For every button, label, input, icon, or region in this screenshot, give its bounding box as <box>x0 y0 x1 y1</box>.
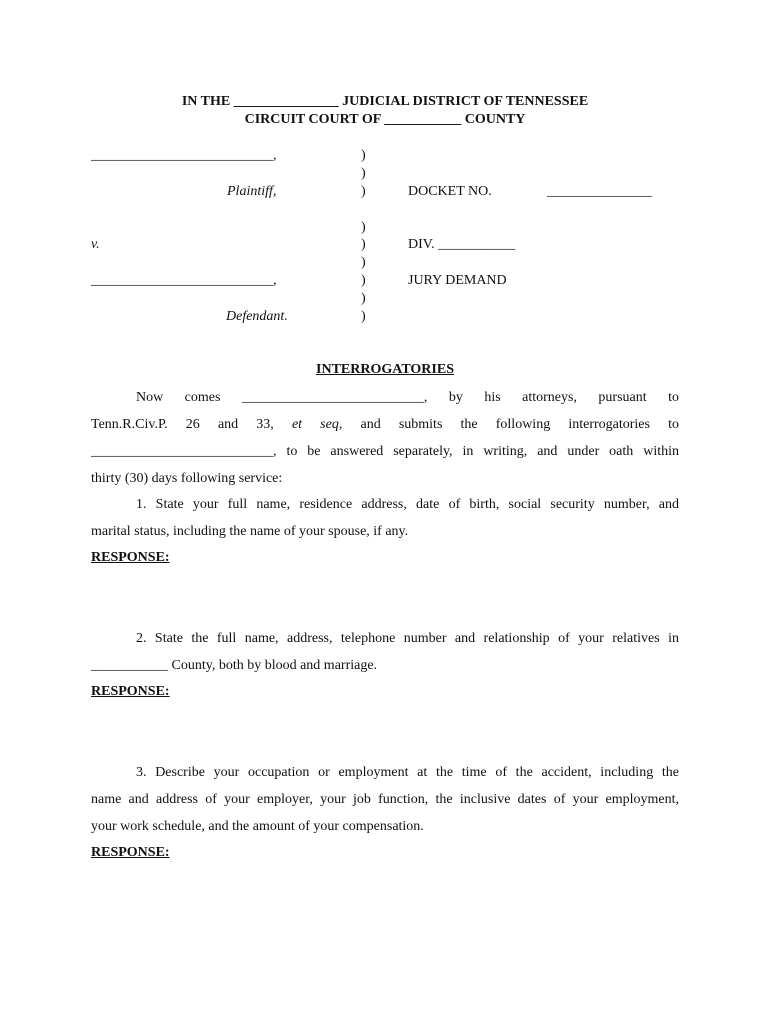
interrogatory-3-line-1: 3. Describe your occupation or employment at the time of the accident, including the <box>136 765 679 780</box>
response-1-label: RESPONSE: <box>91 550 170 565</box>
intro-paragraph <box>91 384 679 492</box>
caption-paren: ) <box>361 237 366 252</box>
caption-paren: ) <box>361 291 366 306</box>
court-heading-line-2: CIRCUIT COURT OF ___________ COUNTY <box>244 112 526 127</box>
intro-line-3: __________________________, to be answered separately, in writing, and under oath within <box>91 444 679 459</box>
interrogatory-1-line-2: marital status, including the name of your spouse, if any. <box>91 524 409 539</box>
caption-paren: ) <box>361 273 366 288</box>
intro-rule-cite: Tenn.R.Civ.P. 26 and 33, <box>91 417 292 432</box>
defendant-name-blank: __________________________, <box>91 273 277 288</box>
caption-paren: ) <box>361 166 366 181</box>
intro-line-2-rest: , and submits the following interrogatories to <box>338 417 679 432</box>
interrogatory-3-line-3: your work schedule, and the amount of your compensation. <box>91 819 424 834</box>
interrogatory-2 <box>91 625 679 679</box>
versus-label: v. <box>91 237 100 252</box>
interrogatory-1 <box>91 491 679 545</box>
interrogatory-3 <box>91 759 679 840</box>
caption-paren: ) <box>361 255 366 270</box>
docket-number-label: DOCKET NO. <box>408 184 492 199</box>
interrogatory-2-line-1: 2. State the full name, address, telephone number and relationship of your relatives in <box>136 631 679 646</box>
caption-paren: ) <box>361 184 366 199</box>
division-field: DIV. ___________ <box>408 237 516 252</box>
plaintiff-label: Plaintiff, <box>227 184 277 199</box>
plaintiff-name-blank: __________________________, <box>91 148 277 163</box>
docket-number-blank: _______________ <box>547 184 652 199</box>
defendant-label: Defendant. <box>226 309 288 324</box>
court-heading-line-1: IN THE _______________ JUDICIAL DISTRICT OF TENNESSEE <box>181 94 589 109</box>
caption-paren: ) <box>361 148 366 163</box>
document-title: INTERROGATORIES <box>316 362 454 377</box>
response-3-label: RESPONSE: <box>91 845 170 860</box>
intro-line-4: thirty (30) days following service: <box>91 471 283 486</box>
caption-paren: ) <box>361 309 366 324</box>
jury-demand: JURY DEMAND <box>408 273 507 288</box>
caption-paren: ) <box>361 220 366 235</box>
response-2-label: RESPONSE: <box>91 684 170 699</box>
intro-line-1: Now comes __________________________, by his attorneys, pursuant to <box>136 390 679 405</box>
interrogatory-2-line-2: ___________ County, both by blood and marriage. <box>91 658 378 673</box>
interrogatory-3-line-2: name and address of your employer, your job function, the inclusive dates of your employment, <box>91 792 679 807</box>
et-seq: et seq <box>291 417 339 432</box>
interrogatory-1-line-1: 1. State your full name, residence address, date of birth, social security number, and <box>136 497 679 512</box>
intro-line-2 <box>91 411 679 438</box>
